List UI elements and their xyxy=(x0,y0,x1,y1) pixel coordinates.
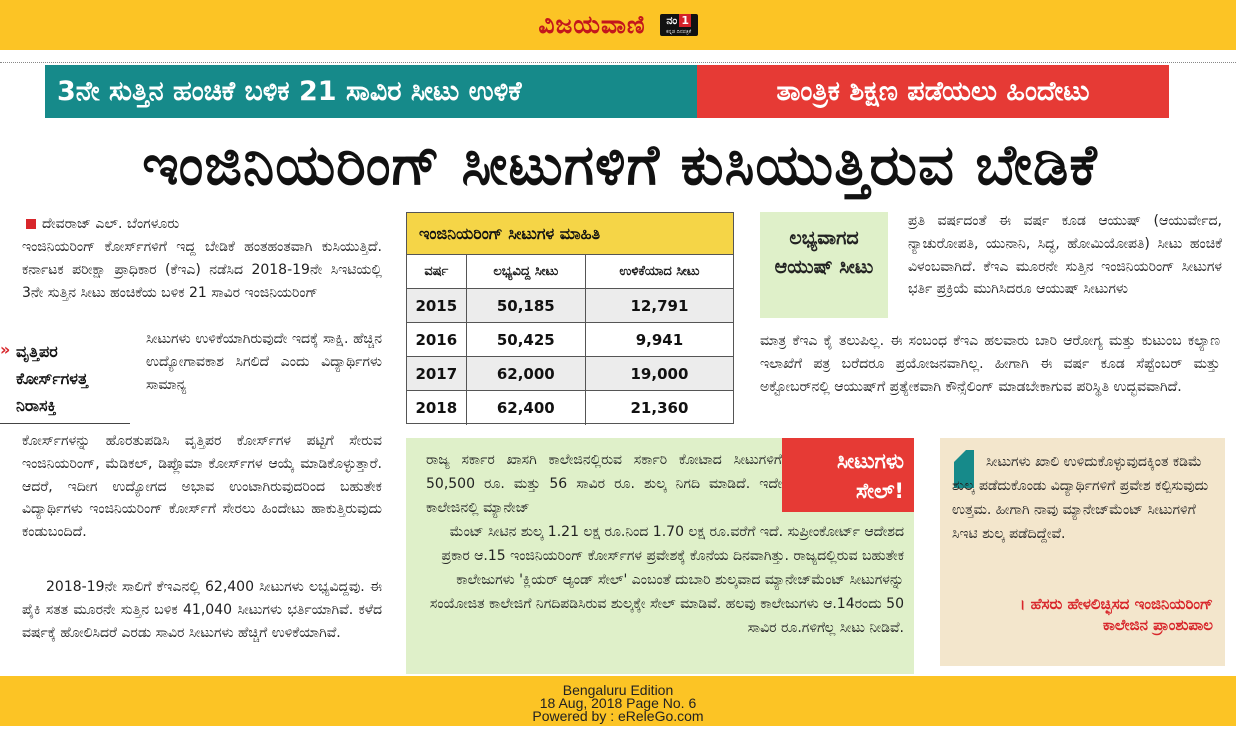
column-header: ಲಭ್ಯವಿದ್ದ ಸೀಟು xyxy=(467,255,586,288)
bullet-icon xyxy=(26,219,36,229)
date-page-label: 18 Aug, 2018 Page No. 6 xyxy=(539,695,697,711)
powered-by-link[interactable]: Powered by : eReleGo.com xyxy=(532,708,704,724)
article-paragraph: ಸೀಟುಗಳು ಉಳಿಕೆಯಾಗಿರುವುದೇ ಇದಕ್ಕೆ ಸಾಕ್ಷಿ. ಹೆಚ್ಚಿನ ಉದ್ಯೋಗಾವಕಾಶ ಸಿಗಲಿದೆ ಎಂದು ವಿದ್ಯಾರ್ಥಿಗಳು ಸಾಮಾನ್ಯ xyxy=(146,331,382,393)
table-title: ಇಂಜಿನಿಯರಿಂಗ್ ಸೀಟುಗಳ ಮಾಹಿತಿ xyxy=(407,213,733,255)
number-one-badge-icon xyxy=(660,14,698,36)
article-paragraph: ಇಂಜಿನಿಯರಿಂಗ್ ಕೋರ್ಸ್‌ಗಳಿಗೆ ಇದ್ದ ಬೇಡಿಕೆ ಹಂತಹಂತವಾಗಿ ಕುಸಿಯುತ್ತಿದೆ. ಕರ್ನಾಟಕ ಪರೀಕ್ಷಾ ಪ್ರಾಧಿಕಾರ (ಕೆಇಎ) ನಡೆಸಿದ 2018-19ನೇ ಸಿಇಟಿಯಲ್ಲಿ 3ನೇ ಸುತ್ತಿನ ಸೀಟು ಹಂಚಿಕೆಯ ಬಳಿಕ 21 ಸಾವಿರ ಇಂಜಿನಿಯರಿಂಗ್ xyxy=(22,239,382,301)
newspaper-page xyxy=(0,50,1236,676)
newspaper-logo[interactable]: ವಿಜಯವಾಣಿ xyxy=(538,10,646,39)
article-paragraph: ಕೋರ್ಸ್‌ಗಳನ್ನು ಹೊರತುಪಡಿಸಿ ವೃತ್ತಿಪರ ಕೋರ್ಸ್‌ಗಳ ಪಟ್ಟಿಗೆ ಸೇರುವ ಇಂಜಿನಿಯರಿಂಗ್, ಮೆಡಿಕಲ್, ಡಿಪ್ಲೊಮಾ ಕೋರ್ಸ್‌ಗಳ ಆಯ್ಕೆ ಮಾಡಿಕೊಳ್ಳುತ್ತಾರೆ. ಆದರೆ, ಇದೀಗ ಉದ್ಯೋಗದ ಅಭಾವ ಉಂಟಾಗಿರುವುದರಿಂದ ಬಹುತೇಕ ವಿದ್ಯಾರ್ಥಿಗಳು ಇಂಜಿನಿಯರಿಂಗ್ ಕೋರ್ಸ್‌ಗೆ ಸೇರಲು ಹಿಂದೇಟು ಹಾಕುತ್ತಿರುವುದು ಕಂಡುಬಂದಿದೆ. xyxy=(22,433,382,541)
divider xyxy=(0,62,1236,63)
page-title: ಇಂಜಿನಿಯರಿಂಗ್ ಸೀಟುಗಳಿಗೆ ಕುಸಿಯುತ್ತಿರುವ ಬೇಡಿಕೆ xyxy=(142,133,1098,198)
table-cell: 2015 xyxy=(407,289,467,322)
badge-caption: ಕನ್ನಡ ದಿನಪತ್ರಿಕೆ xyxy=(666,29,692,35)
quote-line: ಸೀಟುಗಳು ಖಾಲಿ ಉಳಿದುಕೊಳ್ಳುವುದಕ್ಕಿಂತ ಕಡಿಮೆ xyxy=(986,454,1202,470)
table-cell: 50,185 xyxy=(467,289,586,322)
table-cell: 2018 xyxy=(407,391,467,425)
badge-digit: 1 xyxy=(681,14,689,27)
strap-left: 3ನೇ ಸುತ್ತಿನ ಹಂಚಿಕೆ ಬಳಿಕ 21 ಸಾವಿರ ಸೀಟು ಉಳಿಕೆ xyxy=(45,65,697,118)
ayush-label-box: ಲಭ್ಯವಾಗದ ಆಯುಷ್ ಸೀಟು xyxy=(760,212,888,318)
table-cell: 62,400 xyxy=(467,391,586,425)
article-paragraph: ಪ್ರತಿ ವರ್ಷದಂತೆ ಈ ವರ್ಷ ಕೂಡ ಆಯುಷ್ (ಆಯುರ್ವೇದ, ನ್ಯಾಚುರೋಪತಿ, ಯುನಾನಿ, ಸಿದ್ಧ, ಹೋಮಿಯೋಪತಿ) ಸೀಟು ಹಂಚಿಕೆ ವಿಳಂಬವಾಗಿದೆ. ಕೆಇಎ ಮೂರನೇ ಸುತ್ತಿನ ಇಂಜಿನಿಯರಿಂಗ್ ಸೀಟುಗಳ ಭರ್ತಿ ಪ್ರಕ್ರಿಯೆ ಮುಗಿಸಿದರೂ ಆಯುಷ್ ಸೀಟುಗಳು xyxy=(908,213,1222,298)
quote-line: ಶುಲ್ಕ ಪಡೆದುಕೊಂಡು ವಿದ್ಯಾರ್ಥಿಗಳಿಗೆ ಪ್ರವೇಶ ಕಲ್ಪಿಸುವುದು ಉತ್ತಮ. ಹೀಗಾಗಿ ನಾವು ಮ್ಯಾನೇಜ್‌ಮೆಂಟ್ ಸೀಟುಗಳಿಗೆ ಸಿಇಟಿ ಶುಲ್ಕ ಪಡೆದಿದ್ದೇವೆ. xyxy=(952,478,1209,542)
strap-right: ತಾಂತ್ರಿಕ ಶಿಕ್ಷಣ ಪಡೆಯಲು ಹಿಂದೇಟು xyxy=(697,65,1169,118)
quote-text xyxy=(952,450,1214,546)
byline xyxy=(26,216,179,232)
table-row xyxy=(407,391,733,425)
table-row xyxy=(407,357,733,391)
column-header: ವರ್ಷ xyxy=(407,255,467,288)
table-cell: 9,941 xyxy=(635,330,684,349)
table-header-row xyxy=(407,255,733,289)
article-paragraph: ಮಾತ್ರ ಕೆಇಎ ಕೈ ತಲುಪಿಲ್ಲ. ಈ ಸಂಬಂಧ ಕೆಇಎ ಹಲವಾರು ಬಾರಿ ಆರೋಗ್ಯ ಮತ್ತು ಕುಟುಂಬ ಕಲ್ಯಾಣ ಇಲಾಖೆಗೆ ಪತ್ರ ಬರೆದರೂ ಪ್ರಯೋಜನವಾಗಿಲ್ಲ. ಹೀಗಾಗಿ ಈ ವರ್ಷ ಕೂಡ ಸೆಪ್ಟೆಂಬರ್ ಮತ್ತು ಅಕ್ಟೋಬರ್‌ನಲ್ಲಿ ಆಯುಷ್‌ಗೆ ಪ್ರತ್ಯೇಕವಾಗಿ ಕೌನ್ಸೆಲಿಂಗ್ ಮಾಡಬೇಕಾಗುವ ಪರಿಸ್ಥಿತಿ ಉದ್ಭವವಾಗಿದೆ. xyxy=(760,333,1220,395)
table-row xyxy=(407,289,733,323)
table-cell: 19,000 xyxy=(630,364,689,383)
pullout-text: ವೃತ್ತಿಪರ ಕೋರ್ಸ್‌ಗಳತ್ತ ನಿರಾಸಕ್ತಿ xyxy=(16,342,88,415)
pullout-quote xyxy=(0,336,130,424)
seat-info-table xyxy=(406,212,734,424)
seats-sale-label: ಸೀಟುಗಳು ಸೇಲ್! xyxy=(782,438,914,512)
edition-label: Bengaluru Edition xyxy=(562,682,674,698)
sale-text: ರಾಜ್ಯ ಸರ್ಕಾರ ಖಾಸಗಿ ಕಾಲೇಜಿನಲ್ಲಿರುವ ಸರ್ಕಾರಿ ಕೋಟಾದ ಸೀಟುಗಳಿಗೆ 50,500 ರೂ. ಮತ್ತು 56 ಸಾವಿರ ರೂ. ಶುಲ್ಕ ನಿಗದಿ ಮಾಡಿದೆ. ಇದೇ ಕಾಲೇಜಿನಲ್ಲಿ ಮ್ಯಾನೇಜ್ xyxy=(426,452,782,516)
article-paragraph: 2018-19ನೇ ಸಾಲಿಗೆ ಕೆಇಎನಲ್ಲಿ 62,400 ಸೀಟುಗಳು ಲಭ್ಯವಿದ್ದವು. ಈ ಪೈಕಿ ಸತತ ಮೂರನೇ ಸುತ್ತಿನ ಬಳಿಕ 41,040 ಸೀಟುಗಳು ಭರ್ತಿಯಾಗಿವೆ. ಕಳೆದ ವರ್ಷಕ್ಕೆ ಹೋಲಿಸಿದರೆ ಎರಡು ಸಾವಿರ ಸೀಟುಗಳು ಹೆಚ್ಚಿಗೆ ಉಳಿಕೆಯಾಗಿವೆ. xyxy=(22,579,382,641)
badge-number: ನಂ xyxy=(666,14,678,27)
byline-text: ದೇವರಾಜ್ ಎಲ್. ಬೆಂಗಳೂರು xyxy=(42,216,180,232)
quote-author: । ಹೆಸರು ಹೇಳಲಿಚ್ಛಿಸದ ಇಂಜಿನಿಯರಿಂಗ್ ಕಾಲೇಜಿನ ಪ್ರಾಂಶುಪಾಲ xyxy=(1019,595,1213,634)
table-cell: 12,791 xyxy=(630,296,689,315)
footer-bar xyxy=(0,676,1236,726)
masthead-bar xyxy=(0,0,1236,50)
table-cell: 62,000 xyxy=(467,357,586,390)
table-cell: 21,360 xyxy=(630,399,689,417)
column-header: ಉಳಿಕೆಯಾದ ಸೀಟು xyxy=(619,264,700,279)
table-row xyxy=(407,323,733,357)
chevron-right-icon: » xyxy=(0,340,11,359)
sale-text: ಮೆಂಟ್ ಸೀಟಿನ ಶುಲ್ಕ 1.21 ಲಕ್ಷ ರೂ.ನಿಂದ 1.70 ಲಕ್ಷ ರೂ.ವರೆಗೆ ಇದೆ. ಸುಪ್ರೀಂಕೋರ್ಟ್ ಆದೇಶದ ಪ್ರಕಾರ ಆ.15 ಇಂಜಿನಿಯರಿಂಗ್ ಕೋರ್ಸ್‌ಗಳ ಪ್ರವೇಶಕ್ಕೆ ಕೊನೆಯ ದಿನವಾಗಿತ್ತು. ರಾಜ್ಯದಲ್ಲಿರುವ ಬಹುತೇಕ ಕಾಲೇಜುಗಳು 'ಕ್ಲಿಯರ್ ಆ್ಯಂಡ್ ಸೇಲ್' ಎಂಬಂತೆ ದುಬಾರಿ ಶುಲ್ಕವಾದ ಮ್ಯಾನೇಜ್‌ಮೆಂಟ್ ಸೀಟುಗಳನ್ನು ಸಂಯೋಜಿತ ಕಾಲೇಜಿಗೆ ನಿಗದಿಪಡಿಸಿರುವ ಶುಲ್ಕಕ್ಕೇ ಸೇಲ್ ಮಾಡಿವೆ. ಹಲವು ಕಾಲೇಜುಗಳು ಆ.14ರಂದು 50 ಸಾವಿರ ರೂ.ಗಳಿಗೆಲ್ಲ ಸೀಟು ನೀಡಿವೆ. xyxy=(429,524,904,636)
quote-box xyxy=(940,438,1225,666)
table-cell: 2016 xyxy=(407,323,467,356)
table-cell: 2017 xyxy=(407,357,467,390)
table-cell: 50,425 xyxy=(467,323,586,356)
